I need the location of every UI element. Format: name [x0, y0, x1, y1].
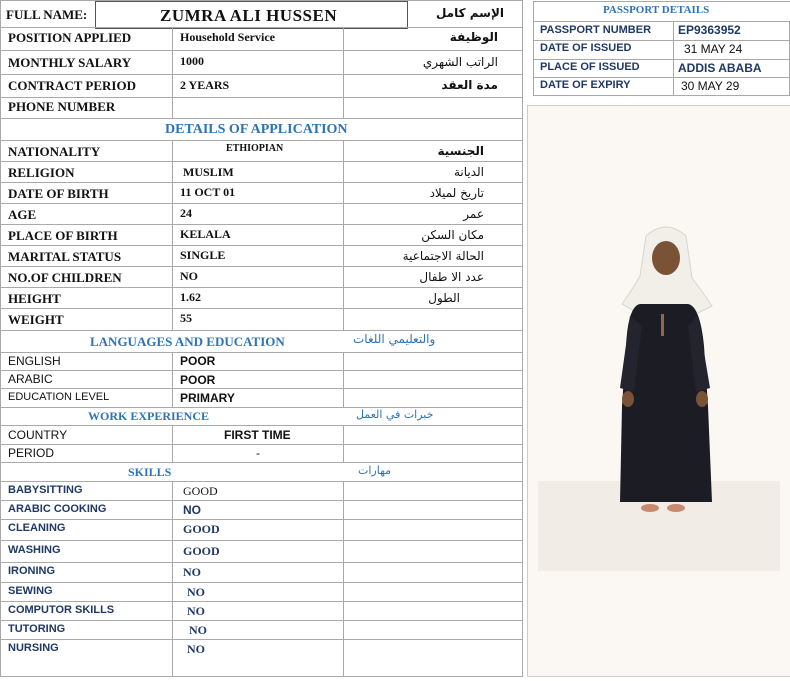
- age-label: AGE: [8, 207, 37, 222]
- ironing-label: IRONING: [8, 565, 56, 577]
- skills-section-title: SKILLS: [128, 465, 172, 479]
- date-of-birth-value: 11 OCT 01: [180, 185, 236, 199]
- marital-status-label: MARITAL STATUS: [8, 249, 122, 264]
- education-level-value: PRIMARY: [180, 391, 235, 405]
- cleaning-label: CLEANING: [8, 522, 66, 534]
- full-name-label: FULL NAME:: [6, 7, 88, 22]
- place-of-issued-label: PLACE OF ISSUED: [540, 61, 640, 73]
- period-label: PERIOD: [8, 446, 55, 460]
- religion-ar: الديانة: [453, 165, 484, 179]
- arabic-cooking-label: ARABIC COOKING: [8, 503, 107, 515]
- nursing-label: NURSING: [8, 642, 59, 654]
- contract-period-value: 2 YEARS: [180, 78, 230, 92]
- monthly-salary-value: 1000: [180, 54, 204, 68]
- washing-value: GOOD: [183, 544, 220, 558]
- sewing-value: NO: [187, 585, 205, 599]
- height-label: HEIGHT: [8, 291, 61, 306]
- marital-status-value: SINGLE: [180, 248, 226, 262]
- arabic-value: POOR: [180, 373, 216, 387]
- period-value: -: [256, 446, 260, 460]
- age-ar: عمر: [463, 207, 484, 221]
- work-section-title-ar: خبرات في العمل: [356, 408, 434, 421]
- full-name-ar: الإسم كامل: [435, 6, 504, 20]
- arabic-label: ARABIC: [8, 372, 53, 386]
- monthly-salary-label: MONTHLY SALARY: [8, 55, 132, 70]
- contract-period-ar: مدة العقد: [441, 78, 498, 92]
- work-section-title: WORK EXPERIENCE: [88, 409, 210, 423]
- applicant-figure: [528, 106, 790, 676]
- nursing-value: NO: [187, 642, 205, 656]
- languages-section-title-ar: والتعليمي اللغات: [353, 332, 436, 346]
- date-of-issued-label: DATE OF ISSUED: [540, 42, 632, 54]
- babysitting-label: BABYSITTING: [8, 484, 83, 496]
- phone-number-label: PHONE NUMBER: [8, 99, 116, 114]
- children-value: NO: [180, 269, 198, 283]
- country-label: COUNTRY: [8, 428, 68, 442]
- children-ar: عدد الا طفال: [419, 270, 484, 284]
- washing-label: WASHING: [8, 544, 61, 556]
- children-label: NO.OF CHILDREN: [8, 270, 122, 285]
- ironing-value: NO: [183, 565, 201, 579]
- monthly-salary-ar: الراتب الشهري: [422, 55, 498, 69]
- languages-section-title: LANGUAGES AND EDUCATION: [90, 334, 285, 349]
- place-of-birth-label: PLACE OF BIRTH: [8, 228, 118, 243]
- date-of-expiry-value: 30 MAY 29: [681, 79, 740, 93]
- computer-skills-value: NO: [187, 604, 205, 618]
- details-section-title: DETAILS OF APPLICATION: [165, 122, 348, 137]
- tutoring-value: NO: [189, 623, 207, 637]
- contract-period-label: CONTRACT PERIOD: [8, 78, 136, 93]
- height-value: 1.62: [180, 290, 201, 304]
- applicant-photo: [527, 105, 790, 677]
- cleaning-value: GOOD: [183, 522, 220, 536]
- sewing-label: SEWING: [8, 585, 53, 597]
- english-value: POOR: [180, 354, 216, 368]
- position-applied-ar: الوظيفة: [449, 30, 498, 44]
- babysitting-value: GOOD: [183, 484, 218, 498]
- place-of-birth-value: KELALA: [180, 227, 231, 241]
- position-applied-label: POSITION APPLIED: [8, 30, 132, 45]
- passport-number-value: EP9363952: [678, 23, 741, 37]
- english-label: ENGLISH: [8, 354, 61, 368]
- education-level-label: EDUCATION LEVEL: [8, 391, 110, 403]
- religion-label: RELIGION: [8, 165, 75, 180]
- country-value: FIRST TIME: [224, 428, 291, 442]
- passport-number-label: PASSPORT NUMBER: [540, 24, 652, 36]
- date-of-birth-ar: تاريخ لميلاد: [429, 186, 484, 200]
- tutoring-label: TUTORING: [8, 623, 66, 635]
- age-value: 24: [180, 206, 192, 220]
- height-ar: الطول: [428, 291, 460, 305]
- date-of-issued-value: 31 MAY 24: [684, 42, 743, 56]
- full-name-value: ZUMRA ALI HUSSEN: [160, 6, 338, 25]
- date-of-birth-label: DATE OF BIRTH: [8, 186, 109, 201]
- skills-section-title-ar: مهارات: [358, 464, 392, 477]
- passport-title: PASSPORT DETAILS: [603, 4, 710, 16]
- nationality-ar: الجنسية: [437, 144, 484, 158]
- weight-label: WEIGHT: [8, 312, 64, 327]
- date-of-expiry-label: DATE OF EXPIRY: [540, 79, 631, 91]
- place-of-issued-value: ADDIS ABABA: [678, 61, 762, 75]
- nationality-label: NATIONALITY: [8, 144, 101, 159]
- arabic-cooking-value: NO: [183, 503, 201, 517]
- computer-skills-label: COMPUTOR SKILLS: [8, 604, 115, 616]
- place-of-birth-ar: مكان السكن: [421, 228, 484, 242]
- position-applied-value: Household Service: [180, 30, 275, 44]
- religion-value: MUSLIM: [183, 165, 234, 179]
- weight-value: 55: [180, 311, 192, 325]
- marital-status-ar: الحالة الاجتماعية: [402, 249, 484, 263]
- nationality-value: ETHIOPIAN: [226, 143, 284, 154]
